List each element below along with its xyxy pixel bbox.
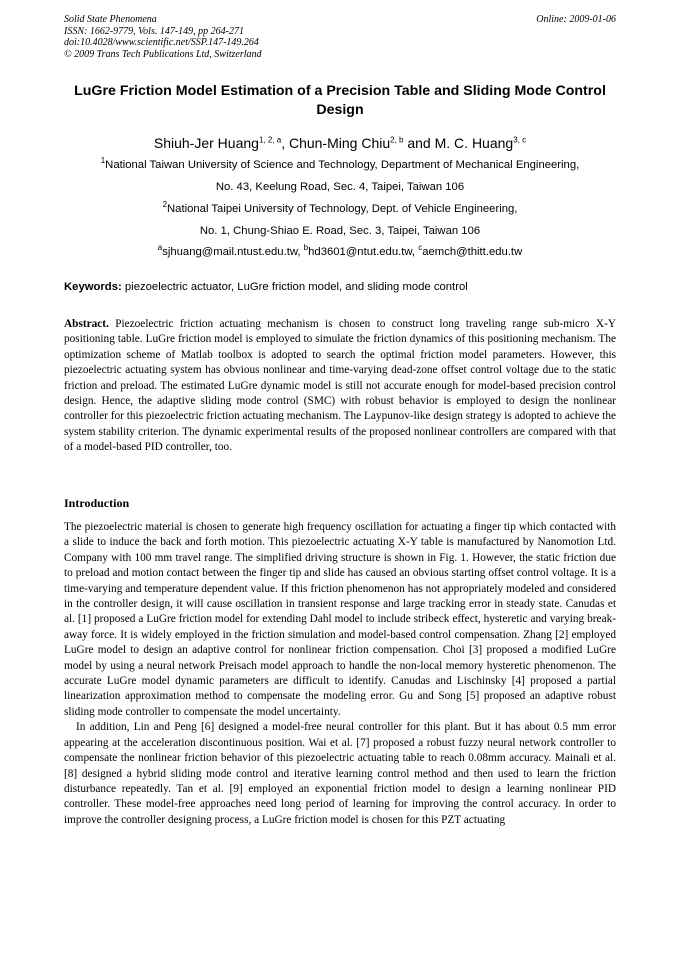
journal-header [64, 14, 616, 60]
abstract [64, 317, 616, 456]
abstract-label: Abstract. [64, 318, 109, 330]
email-b: hd3601@ntut.edu.tw, [308, 246, 419, 258]
copyright-line: © 2009 Trans Tech Publications Ltd, Switzerland [64, 48, 262, 60]
journal-name: Solid State Phenomena [64, 14, 157, 25]
paper-title: LuGre Friction Model Estimation of a Precision Table and Sliding Mode Control Design [74, 83, 606, 118]
email-c-sup: c [418, 243, 423, 253]
affiliation-1-text: National Taiwan University of Science and Technology, Department of Mechanical Engineering, [105, 159, 580, 171]
introduction-heading: Introduction [64, 496, 130, 510]
author-sep-2: and M. C. Huang [403, 135, 514, 151]
affiliation-1-line-2: No. 43, Keelung Road, Sec. 4, Taipei, Taiwan 106 [215, 181, 465, 193]
intro-paragraph-2: In addition, Lin and Peng [6] designed a model-free neural controller for this plant. But it has about 0.5 mm error appearing at the acceleration discontinuous position. Wai et al. [7] proposed a robust fuzzy neural network controller to compensate the nonlinear friction behavior of this piezoelectric actuating table to reach 0.08mm accuracy. Mainali et al. [8] designed a hybrid sliding mode control and iterative learning control method and then used to learn the friction disturbance repeatedly. Tan et al. [9] employed an exponential friction model to design a learning nonlinear PID controller. These model-free approaches need long period of learning for improving the control accuracy. In order to improve the controller designing process, a LuGre friction model is chosen for this PZT actuating [64, 721, 616, 826]
affiliation-2-sup: 2 [162, 200, 168, 210]
author-2-sup: 2, b [390, 135, 404, 145]
issn-line: ISSN: 1662-9779, Vols. 147-149, pp 264-271 [64, 25, 244, 37]
abstract-text: Piezoelectric friction actuating mechanism is chosen to construct long traveling range sub-micro X-Y positioning table. LuGre friction model is employed to simulate the friction dynamics of this positioning mechanism. The optimization scheme of Matlab toolbox is adopted to search the optimal friction model parameters. However, this piezoelectric actuating system has obvious nonlinear and time-varying dead-zone offset control voltage due to the static friction and preload. The estimated LuGre dynamic model is still not accurate enough for model-based precision control design. Hence, the adaptive sliding mode control (SMC) with robust behavior is employed to design the nonlinear controller for this piezoelectric friction actuating mechanism. The Laypunov-like design strategy is adopted to achieve the system stability criterion. The dynamic experimental results of the proposed nonlinear controllers are compared with that of a model-based PID controller, too. [64, 318, 616, 454]
affiliation-2-line-2: No. 1, Chung-Shiao E. Road, Sec. 3, Taipei, Taiwan 106 [199, 225, 481, 237]
email-line [64, 245, 616, 259]
affiliation-1-sup: 1 [100, 156, 106, 166]
keywords-text: piezoelectric actuator, LuGre friction model, and sliding mode control [121, 281, 468, 293]
author-1: Shiuh-Jer Huang [153, 135, 259, 151]
affiliation-2-text: National Taipei University of Technology, Dept. of Vehicle Engineering, [167, 203, 518, 215]
email-a: sjhuang@mail.ntust.edu.tw, [162, 246, 304, 258]
keywords-label: Keywords: [64, 281, 122, 293]
email-a-sup: a [157, 243, 163, 253]
email-c: aemch@thitt.edu.tw [422, 246, 523, 258]
online-date: Online: 2009-01-06 [536, 14, 616, 25]
doi-line: doi:10.4028/www.scientific.net/SSP.147-149.264 [64, 37, 259, 48]
author-line [64, 134, 616, 152]
affiliation-1-line-1 [64, 158, 616, 172]
introduction-body [64, 520, 616, 828]
keywords [64, 280, 616, 294]
author-sep-1: , Chun-Ming Chiu [281, 135, 391, 151]
author-3-sup: 3, c [513, 135, 527, 145]
affiliation-2-line-1 [64, 202, 616, 216]
email-b-sup: b [303, 243, 309, 253]
author-1-sup: 1, 2, a [258, 135, 282, 145]
intro-paragraph-1: The piezoelectric material is chosen to generate high frequency oscillation for actuating a finger tip which contacted with a slide to induce the back and forth motion. This piezoelectric actuating X-Y table is manufactured by Nanomotion Ltd. Company with 100 mm travel range. The simplified driving structure is shown in Fig. 1. However, the static friction due to preload and motion contact between the finger tip and slide has caused an obvious starting offset control voltage. It is a time-varying and temperature dependent value. If this friction phenomenon has not appropriately modeled and considered in the controller design, it will cause oscillation in transient response and large tracking error in steady state. Canudas et al. [1] proposed a LuGre friction model for extending Dahl model to include stribeck effect, hysteretic and varying break-away force. It is widely employed in the friction simulation and model-based control compensation. Zhang [2] employed LuGre model to design an adaptive control for nonlinear friction compensation. Choi [3] proposed a modified LuGre model by using a neural network Preisach model approach to handle the non-local memory hysteretic phenomenon. The accurate LuGre model dynamic parameters are difficult to identify. Canudas and Lischinsky [4] proposed a partial linearization approximation method to compensate the modeling error. Gu and Song [5] proposed an adaptive robust sliding mode controller to compensate the model uncertainty. [64, 521, 616, 718]
